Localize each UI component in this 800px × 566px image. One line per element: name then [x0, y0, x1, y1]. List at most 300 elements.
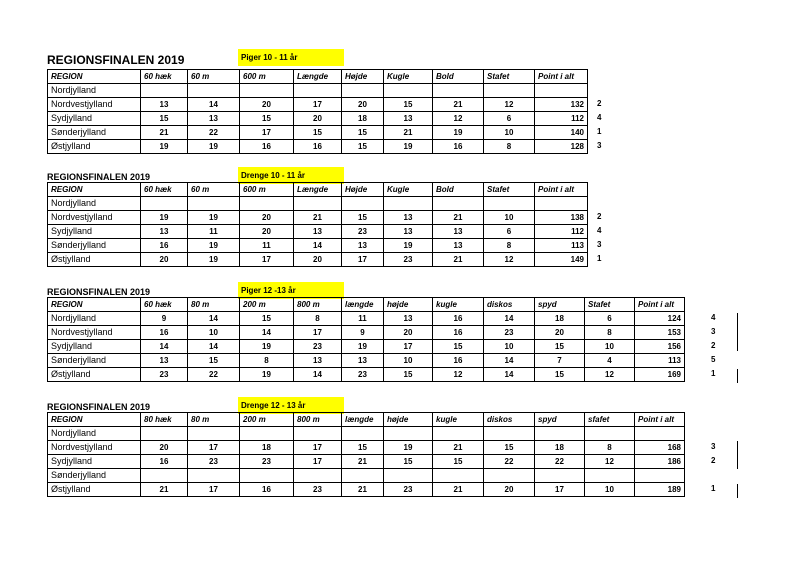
score-cell: 14: [188, 312, 240, 326]
score-cell: 17: [535, 483, 585, 497]
score-cell: [141, 427, 188, 441]
total-points-cell: 124: [635, 312, 685, 326]
score-cell: 10: [384, 354, 433, 368]
score-cell: [342, 427, 384, 441]
column-header: Point i alt: [635, 413, 685, 427]
rank-value: 1: [597, 254, 602, 263]
rank-value: 4: [597, 226, 602, 235]
region-name: Nordvestjylland: [48, 98, 141, 112]
score-cell: 14: [188, 340, 240, 354]
rank-value: 2: [711, 456, 716, 465]
score-cell: [141, 84, 188, 98]
rank-value: 2: [597, 212, 602, 221]
section-title: REGIONSFINALEN 2019: [47, 287, 151, 297]
column-header: 600 m: [240, 70, 294, 84]
score-cell: 6: [484, 112, 535, 126]
score-cell: 21: [433, 441, 484, 455]
column-header: spyd: [535, 413, 585, 427]
score-cell: 13: [141, 225, 188, 239]
score-cell: 15: [240, 312, 294, 326]
score-cell: 14: [484, 312, 535, 326]
score-cell: [188, 84, 240, 98]
score-cell: [484, 469, 535, 483]
table-row: [48, 84, 588, 98]
score-cell: 13: [384, 112, 433, 126]
score-cell: 19: [240, 340, 294, 354]
column-header: 200 m: [240, 298, 294, 312]
score-cell: 19: [384, 441, 433, 455]
total-points-cell: [535, 197, 588, 211]
score-cell: 23: [484, 326, 535, 340]
score-cell: 16: [240, 483, 294, 497]
score-cell: 13: [188, 112, 240, 126]
score-cell: [384, 84, 433, 98]
score-cell: [535, 469, 585, 483]
region-name: Sønderjylland: [48, 354, 141, 368]
score-cell: [433, 197, 484, 211]
score-cell: 21: [433, 211, 484, 225]
score-cell: 21: [141, 126, 188, 140]
age-group-label: Drenge 12 - 13 år: [238, 397, 344, 414]
score-cell: 14: [294, 368, 342, 382]
table-row: [48, 469, 685, 483]
section-title: REGIONSFINALEN 2019: [47, 172, 151, 182]
total-points-cell: 168: [635, 441, 685, 455]
score-cell: 15: [188, 354, 240, 368]
score-cell: [294, 469, 342, 483]
table-row: [48, 326, 685, 340]
score-cell: 16: [240, 140, 294, 154]
score-cell: 19: [141, 140, 188, 154]
score-cell: 16: [294, 140, 342, 154]
score-cell: 12: [585, 368, 635, 382]
score-cell: 14: [484, 368, 535, 382]
score-cell: 17: [240, 126, 294, 140]
column-header: Højde: [342, 70, 384, 84]
region-name: Sydjylland: [48, 340, 141, 354]
table-row: [48, 441, 685, 455]
score-cell: 23: [141, 368, 188, 382]
score-cell: [188, 469, 240, 483]
total-points-cell: [635, 469, 685, 483]
results-table: [47, 297, 685, 382]
margin-line: [737, 441, 738, 469]
region-name: Østjylland: [48, 483, 141, 497]
total-points-cell: [535, 84, 588, 98]
total-points-cell: 113: [535, 239, 588, 253]
score-cell: [484, 84, 535, 98]
score-cell: 16: [433, 312, 484, 326]
score-cell: [433, 84, 484, 98]
score-cell: 19: [188, 253, 240, 267]
results-table: [47, 182, 588, 267]
score-cell: 20: [384, 326, 433, 340]
score-cell: 15: [384, 368, 433, 382]
score-cell: 23: [342, 368, 384, 382]
table-row: [48, 225, 588, 239]
table-row: [48, 98, 588, 112]
score-cell: 22: [188, 368, 240, 382]
age-group-label: Drenge 10 - 11 år: [238, 167, 344, 184]
region-name: Nordvestjylland: [48, 211, 141, 225]
score-cell: [484, 427, 535, 441]
score-cell: 9: [342, 326, 384, 340]
score-cell: 14: [240, 326, 294, 340]
table-header-row: [48, 413, 685, 427]
score-cell: 23: [188, 455, 240, 469]
score-cell: 20: [141, 441, 188, 455]
score-cell: 10: [484, 126, 535, 140]
score-cell: [433, 469, 484, 483]
score-cell: 22: [535, 455, 585, 469]
score-cell: 16: [433, 354, 484, 368]
table-row: [48, 483, 685, 497]
total-points-cell: 153: [635, 326, 685, 340]
score-cell: 22: [188, 126, 240, 140]
score-cell: 21: [294, 211, 342, 225]
score-cell: 12: [433, 112, 484, 126]
score-cell: 23: [240, 455, 294, 469]
score-cell: 13: [141, 354, 188, 368]
total-points-cell: 132: [535, 98, 588, 112]
margin-line: [737, 369, 738, 383]
column-header: Bold: [433, 183, 484, 197]
total-points-cell: 140: [535, 126, 588, 140]
column-header: diskos: [484, 413, 535, 427]
score-cell: 14: [484, 354, 535, 368]
score-cell: 8: [585, 326, 635, 340]
column-header: REGION: [48, 183, 141, 197]
score-cell: 15: [342, 126, 384, 140]
score-cell: 9: [141, 312, 188, 326]
total-points-cell: 186: [635, 455, 685, 469]
total-points-cell: [635, 427, 685, 441]
column-header: Point i alt: [635, 298, 685, 312]
column-header: 800 m: [294, 298, 342, 312]
score-cell: 20: [535, 326, 585, 340]
region-name: Nordjylland: [48, 312, 141, 326]
score-cell: 10: [484, 340, 535, 354]
score-cell: 17: [294, 441, 342, 455]
region-name: Sydjylland: [48, 225, 141, 239]
table-row: [48, 126, 588, 140]
score-cell: 21: [342, 455, 384, 469]
score-cell: 18: [535, 441, 585, 455]
score-cell: 12: [484, 253, 535, 267]
column-header: 60 m: [188, 183, 240, 197]
score-cell: 21: [433, 98, 484, 112]
score-cell: [585, 469, 635, 483]
score-cell: 15: [433, 340, 484, 354]
score-cell: 19: [188, 239, 240, 253]
total-points-cell: 169: [635, 368, 685, 382]
column-header: sfafet: [585, 413, 635, 427]
column-header: 60 hæk: [141, 183, 188, 197]
region-name: Sønderjylland: [48, 126, 141, 140]
score-cell: 12: [484, 98, 535, 112]
score-cell: [585, 427, 635, 441]
score-cell: 8: [294, 312, 342, 326]
score-cell: 13: [342, 239, 384, 253]
column-header: REGION: [48, 413, 141, 427]
score-cell: 15: [141, 112, 188, 126]
score-cell: 10: [585, 483, 635, 497]
score-cell: 8: [484, 239, 535, 253]
score-cell: 16: [141, 455, 188, 469]
rank-value: 2: [597, 99, 602, 108]
score-cell: 20: [294, 253, 342, 267]
score-cell: [384, 197, 433, 211]
total-points-cell: 138: [535, 211, 588, 225]
total-points-cell: 112: [535, 225, 588, 239]
table-row: [48, 354, 685, 368]
region-name: Sønderjylland: [48, 239, 141, 253]
score-cell: 21: [433, 253, 484, 267]
score-cell: 6: [484, 225, 535, 239]
score-cell: 17: [294, 455, 342, 469]
score-cell: 11: [342, 312, 384, 326]
score-cell: 15: [342, 140, 384, 154]
rank-value: 3: [711, 442, 716, 451]
score-cell: 18: [342, 112, 384, 126]
score-cell: [294, 427, 342, 441]
age-group-label: Piger 10 - 11 år: [238, 49, 344, 66]
total-points-cell: 112: [535, 112, 588, 126]
score-cell: [484, 197, 535, 211]
score-cell: 23: [342, 225, 384, 239]
column-header: Stafet: [484, 183, 535, 197]
score-cell: 19: [433, 126, 484, 140]
column-header: REGION: [48, 70, 141, 84]
score-cell: [240, 197, 294, 211]
table-row: [48, 455, 685, 469]
score-cell: 20: [342, 98, 384, 112]
score-cell: 15: [433, 455, 484, 469]
column-header: længde: [342, 413, 384, 427]
column-header: Stafet: [585, 298, 635, 312]
score-cell: 12: [433, 368, 484, 382]
score-cell: [188, 197, 240, 211]
table-row: [48, 140, 588, 154]
score-cell: 17: [384, 340, 433, 354]
column-header: Stafet: [484, 70, 535, 84]
score-cell: 15: [342, 441, 384, 455]
margin-line: [737, 313, 738, 351]
table-row: [48, 197, 588, 211]
score-cell: 23: [384, 483, 433, 497]
table-header-row: [48, 183, 588, 197]
region-name: Sydjylland: [48, 112, 141, 126]
score-cell: [342, 84, 384, 98]
score-cell: 13: [384, 312, 433, 326]
score-cell: 19: [188, 140, 240, 154]
column-header: kugle: [433, 298, 484, 312]
results-table: [47, 412, 685, 497]
score-cell: 14: [188, 98, 240, 112]
score-cell: 19: [384, 239, 433, 253]
region-name: Nordjylland: [48, 197, 141, 211]
score-cell: 19: [188, 211, 240, 225]
column-header: Bold: [433, 70, 484, 84]
score-cell: 23: [384, 253, 433, 267]
score-cell: 21: [384, 126, 433, 140]
score-cell: [384, 427, 433, 441]
column-header: Kugle: [384, 70, 433, 84]
score-cell: 16: [141, 239, 188, 253]
margin-line: [737, 484, 738, 498]
score-cell: 20: [294, 112, 342, 126]
column-header: længde: [342, 298, 384, 312]
table-row: [48, 368, 685, 382]
column-header: 80 m: [188, 413, 240, 427]
score-cell: 20: [484, 483, 535, 497]
score-cell: 13: [433, 239, 484, 253]
rank-value: 1: [711, 369, 716, 378]
region-name: Nordjylland: [48, 427, 141, 441]
score-cell: 8: [585, 441, 635, 455]
column-header: 800 m: [294, 413, 342, 427]
rank-value: 5: [711, 355, 716, 364]
score-cell: 10: [585, 340, 635, 354]
rank-value: 1: [597, 127, 602, 136]
score-cell: 10: [188, 326, 240, 340]
table-row: [48, 427, 685, 441]
score-cell: 15: [342, 211, 384, 225]
score-cell: 19: [141, 211, 188, 225]
score-cell: 17: [342, 253, 384, 267]
column-header: Kugle: [384, 183, 433, 197]
rank-value: 3: [597, 240, 602, 249]
score-cell: [240, 469, 294, 483]
score-cell: 16: [433, 326, 484, 340]
score-cell: 19: [342, 340, 384, 354]
score-cell: 8: [240, 354, 294, 368]
score-cell: [294, 84, 342, 98]
score-cell: 15: [384, 98, 433, 112]
score-cell: 13: [294, 354, 342, 368]
score-cell: 15: [384, 455, 433, 469]
score-cell: [188, 427, 240, 441]
column-header: Point i alt: [535, 70, 588, 84]
table-header-row: [48, 70, 588, 84]
score-cell: 21: [342, 483, 384, 497]
column-header: kugle: [433, 413, 484, 427]
score-cell: [141, 197, 188, 211]
score-cell: 6: [585, 312, 635, 326]
score-cell: 20: [240, 98, 294, 112]
total-points-cell: 113: [635, 354, 685, 368]
score-cell: [342, 469, 384, 483]
score-cell: 13: [294, 225, 342, 239]
score-cell: 17: [188, 483, 240, 497]
score-cell: 10: [484, 211, 535, 225]
rank-value: 2: [711, 341, 716, 350]
column-header: Længde: [294, 70, 342, 84]
region-name: Nordvestjylland: [48, 441, 141, 455]
rank-value: 4: [711, 313, 716, 322]
score-cell: 19: [240, 368, 294, 382]
region-name: Østjylland: [48, 253, 141, 267]
score-cell: 21: [433, 483, 484, 497]
score-cell: 17: [294, 326, 342, 340]
age-group-label: Piger 12 -13 år: [238, 282, 344, 299]
section-title: REGIONSFINALEN 2019: [47, 53, 185, 67]
score-cell: [294, 197, 342, 211]
score-cell: 20: [240, 211, 294, 225]
score-cell: 14: [141, 340, 188, 354]
rank-value: 1: [711, 484, 716, 493]
rank-value: 4: [597, 113, 602, 122]
table-row: [48, 211, 588, 225]
rank-value: 3: [597, 141, 602, 150]
score-cell: 15: [535, 340, 585, 354]
region-name: Sønderjylland: [48, 469, 141, 483]
column-header: spyd: [535, 298, 585, 312]
column-header: Point i alt: [535, 183, 588, 197]
region-name: Østjylland: [48, 140, 141, 154]
column-header: 80 hæk: [141, 413, 188, 427]
table-row: [48, 112, 588, 126]
score-cell: 15: [535, 368, 585, 382]
column-header: 60 hæk: [141, 298, 188, 312]
score-cell: 13: [384, 211, 433, 225]
score-cell: [384, 469, 433, 483]
score-cell: 14: [294, 239, 342, 253]
column-header: 600 m: [240, 183, 294, 197]
score-cell: 13: [433, 225, 484, 239]
column-header: 200 m: [240, 413, 294, 427]
table-row: [48, 239, 588, 253]
score-cell: 19: [384, 140, 433, 154]
column-header: diskos: [484, 298, 535, 312]
score-cell: 13: [342, 354, 384, 368]
column-header: 80 m: [188, 298, 240, 312]
rank-value: 3: [711, 327, 716, 336]
score-cell: 15: [294, 126, 342, 140]
score-cell: 13: [384, 225, 433, 239]
section-title: REGIONSFINALEN 2019: [47, 402, 151, 412]
score-cell: 8: [484, 140, 535, 154]
score-cell: [433, 427, 484, 441]
score-cell: 11: [188, 225, 240, 239]
score-cell: 13: [141, 98, 188, 112]
table-row: [48, 340, 685, 354]
score-cell: 23: [294, 340, 342, 354]
score-cell: 17: [188, 441, 240, 455]
results-table: [47, 69, 588, 154]
table-row: [48, 253, 588, 267]
score-cell: 16: [433, 140, 484, 154]
score-cell: 23: [294, 483, 342, 497]
region-name: Sydjylland: [48, 455, 141, 469]
score-cell: 21: [141, 483, 188, 497]
score-cell: [535, 427, 585, 441]
score-cell: 15: [240, 112, 294, 126]
table-header-row: [48, 298, 685, 312]
score-cell: 18: [240, 441, 294, 455]
region-name: Østjylland: [48, 368, 141, 382]
total-points-cell: 149: [535, 253, 588, 267]
score-cell: 12: [585, 455, 635, 469]
score-cell: 20: [240, 225, 294, 239]
column-header: højde: [384, 298, 433, 312]
total-points-cell: 189: [635, 483, 685, 497]
column-header: højde: [384, 413, 433, 427]
score-cell: [342, 197, 384, 211]
score-cell: [240, 84, 294, 98]
score-cell: [240, 427, 294, 441]
score-cell: 20: [141, 253, 188, 267]
